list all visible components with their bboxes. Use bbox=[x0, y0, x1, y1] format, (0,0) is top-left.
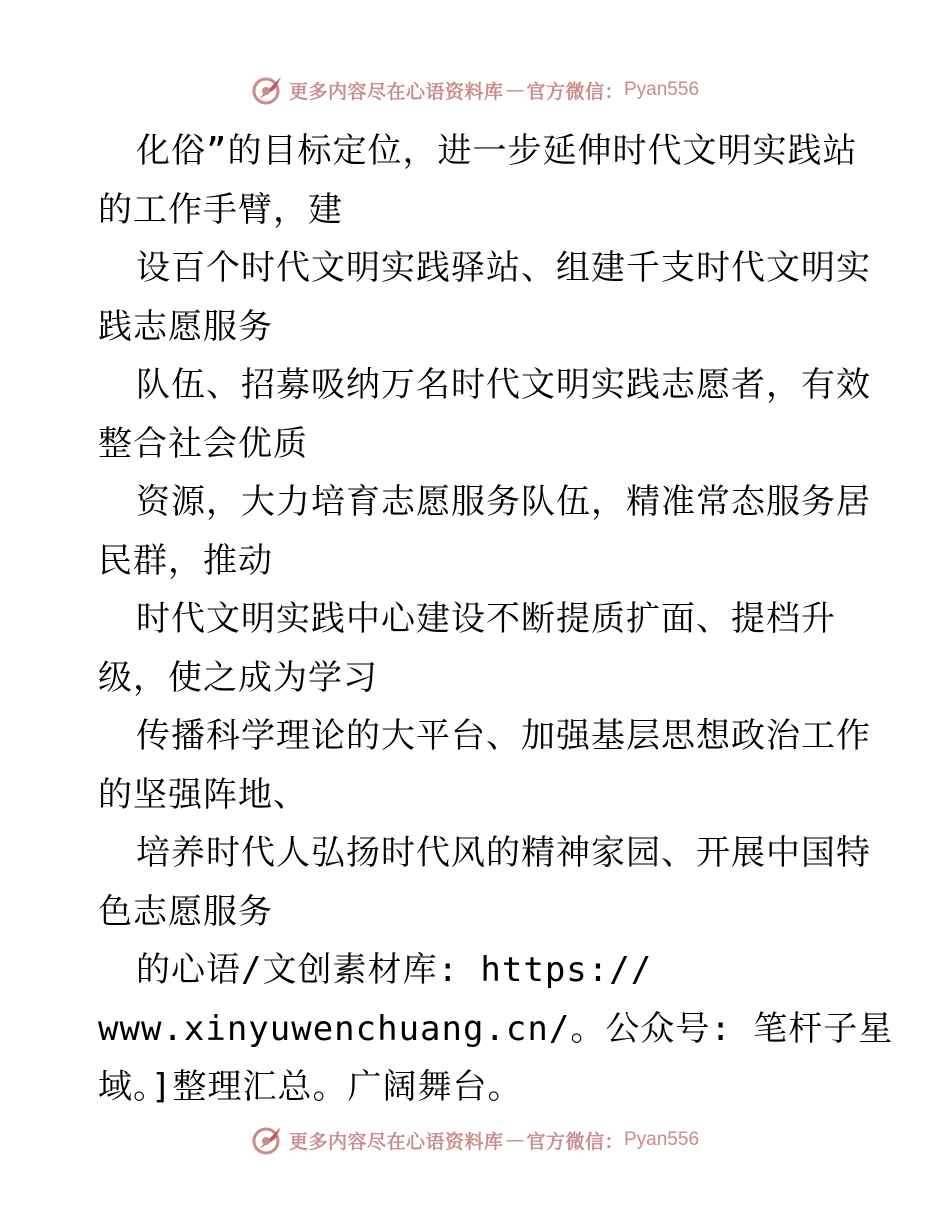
paragraph-continuation: 色志愿服务 bbox=[98, 891, 273, 932]
paragraph-first-line: 时代文明实践中心建设不断提质扩面、提档升 bbox=[136, 599, 836, 639]
watermark-title: 更多内容尽在心语资料库 bbox=[288, 80, 504, 103]
watermark-contact-label: 官方微信： bbox=[526, 1130, 624, 1153]
paragraph-continuation: www.xinyuwenchuang.cn/。公众号: 笔杆子星 bbox=[98, 1008, 894, 1049]
watermark-contact-label: 官方微信： bbox=[526, 80, 624, 103]
paragraph-continuation: 级，使之成为学习 bbox=[98, 657, 378, 698]
paragraph bbox=[98, 707, 871, 824]
paragraph-first-line: 设百个时代文明实践驿站、组建千支时代文明实 bbox=[136, 248, 871, 288]
paragraph bbox=[98, 239, 871, 356]
paragraph bbox=[98, 941, 894, 1117]
paragraph-continuation: 的坚强阵地、 bbox=[98, 774, 308, 815]
footer-watermark bbox=[0, 1120, 950, 1160]
watermark-separator: — bbox=[505, 1129, 525, 1151]
watermark-contact-id: Pyan556 bbox=[624, 79, 700, 100]
paragraph-first-line: 队伍、招募吸纳万名时代文明实践志愿者，有效 bbox=[136, 365, 871, 405]
paragraph-first-line: 培养时代人弘扬时代风的精神家园、开展中国特 bbox=[136, 833, 871, 873]
paragraph-continuation: 民群，推动 bbox=[98, 540, 273, 581]
paragraph bbox=[98, 473, 871, 590]
paragraph bbox=[98, 590, 858, 707]
paragraph-first-line: 的心语/文创素材库: https:// bbox=[136, 950, 653, 990]
watermark-separator: — bbox=[505, 79, 525, 101]
paragraph-first-line: 传播科学理论的大平台、加强基层思想政治工作 bbox=[136, 716, 871, 756]
paragraph-continuation: 整合社会优质 bbox=[98, 423, 308, 464]
quill-logo-icon bbox=[251, 1123, 285, 1157]
header-watermark bbox=[0, 70, 950, 110]
quill-logo-icon bbox=[251, 73, 285, 107]
paragraph-first-line: 资源，大力培育志愿服务队伍，精准常态服务居 bbox=[136, 482, 871, 522]
paragraph-first-line: 化俗”的目标定位，进一步延伸时代文明实践站 bbox=[136, 131, 858, 171]
watermark-contact-id: Pyan556 bbox=[624, 1129, 700, 1150]
document-body bbox=[98, 122, 894, 1117]
watermark-title: 更多内容尽在心语资料库 bbox=[288, 1130, 504, 1153]
paragraph bbox=[98, 122, 858, 239]
paragraph-continuation: 域。]整理汇总。广阔舞台。 bbox=[98, 1067, 523, 1107]
paragraph-continuation: 践志愿服务 bbox=[98, 306, 273, 347]
paragraph bbox=[98, 356, 871, 473]
paragraph bbox=[98, 824, 871, 941]
paragraph-continuation: 的工作手臂，建 bbox=[98, 189, 343, 230]
